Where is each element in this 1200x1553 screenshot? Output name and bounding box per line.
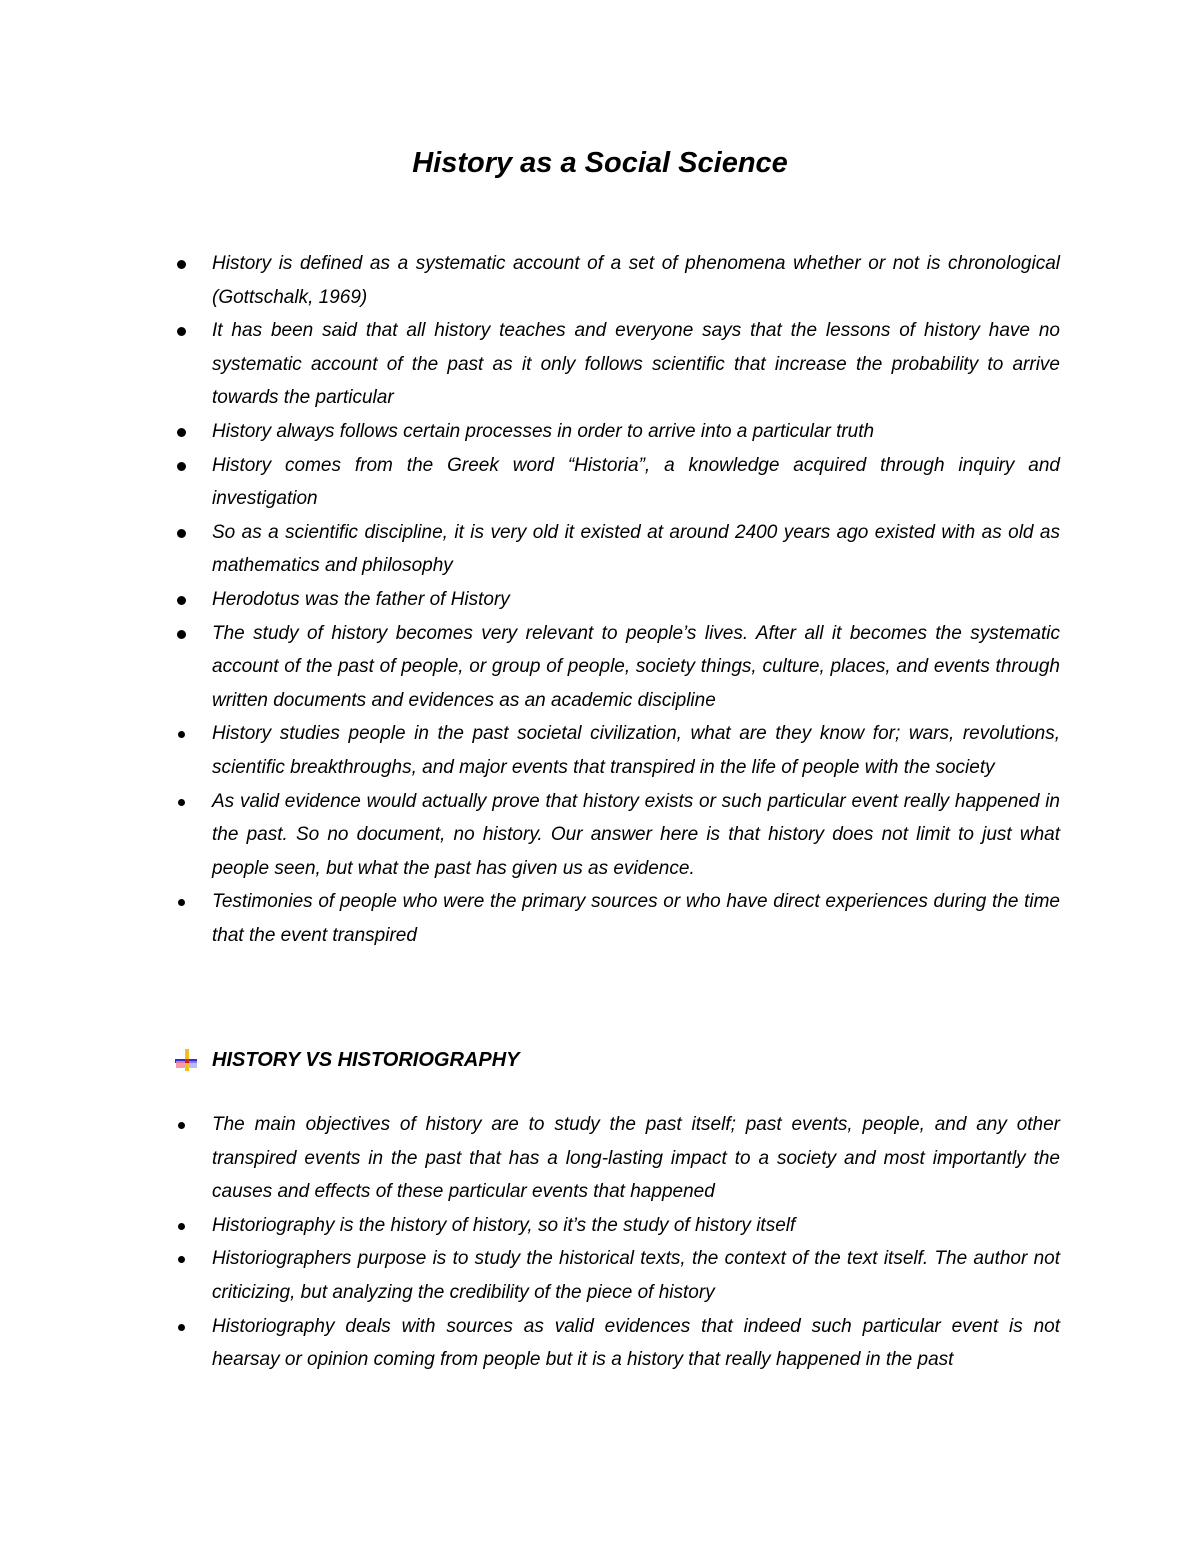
list-item-text: History is defined as a systematic account of a set of phenomena whether or not is chronological (Gottschalk, 1969) [212,253,1060,308]
list-item [212,717,1060,784]
list-item-text: Historiographers purpose is to study the historical texts, the context of the text itself. The author not criticizing, but analyzing the credibility of the piece of history [212,1248,1060,1303]
list-item-text: The study of history becomes very relevant to people’s lives. After all it becomes the systematic account of the past of people, or group of people, society things, culture, places, and events through written documents and evidences as an academic discipline [212,622,1060,711]
document-title: History as a Social Science [412,147,788,179]
bullet-dot-icon [177,327,186,336]
list-item-text: It has been said that all history teaches and everyone says that the lessons of history have no systematic account of the past as it only follows scientific that increase the probability to arrive towards the particular [212,320,1060,409]
list-item [212,449,1060,516]
bullet-dot-icon [177,462,186,471]
list-item [212,617,1060,718]
bullet-dot-icon [178,1324,185,1331]
bullet-dot-icon [177,529,186,538]
list-item-text: The main objectives of history are to study the past itself; past events, people, and any other transpired events in the past that has a long-lasting impact to a society and most importantly the causes and effects of these particular events that happened [212,1114,1060,1203]
colored-cross-bullet-icon [173,1048,199,1072]
list-item [212,1209,1060,1243]
list-item [212,583,1060,617]
list-item [212,885,1060,952]
bullet-dot-icon [178,899,185,906]
historiography-bullet-list [212,1108,1060,1377]
bullet-dot-icon [178,799,185,806]
bullet-dot-icon [177,596,186,605]
bullet-dot-icon [178,731,185,738]
list-item-text: History always follows certain processes in order to arrive into a particular truth [212,420,875,442]
list-item [212,247,1060,314]
list-item-text: Testimonies of people who were the primary sources or who have direct experiences during the time that the event transpired [212,891,1060,946]
intro-bullet-list [212,247,1060,952]
list-item [212,1242,1060,1309]
list-item [212,415,1060,449]
list-item [212,785,1060,886]
list-item [212,314,1060,415]
bullet-dot-icon [178,1122,185,1129]
section-heading: HISTORY VS HISTORIOGRAPHY [212,1049,520,1071]
list-item-text: History studies people in the past societal civilization, what are they know for; wars, revolutions, scientific breakthroughs, and major events that transpired in the life of people with the society [212,723,1060,778]
bullet-dot-icon [177,630,186,639]
list-item-text: As valid evidence would actually prove that history exists or such particular event really happened in the past. So no document, no history. Our answer here is that history does not limit to just what people seen, but what the past has given us as evidence. [212,790,1060,879]
bullet-dot-icon [178,1223,185,1230]
list-item-text: Historiography deals with sources as valid evidences that indeed such particular event is not hearsay or opinion coming from people but it is a history that really happened in the past [212,1315,1060,1371]
bullet-dot-icon [178,1256,185,1263]
list-item [212,516,1060,583]
list-item-text: So as a scientific discipline, it is very old it existed at around 2400 years ago existed with as old as mathematics and philosophy [212,521,1060,577]
list-item [212,1108,1060,1209]
bullet-dot-icon [177,260,186,269]
list-item [212,1310,1060,1377]
list-item-text: Historiography is the history of history, so it’s the study of history itself [212,1214,796,1236]
list-item-text: Herodotus was the father of History [212,588,510,610]
list-item-text: History comes from the Greek word “Historia”, a knowledge acquired through inquiry and investigation [212,454,1060,510]
bullet-dot-icon [177,428,186,437]
